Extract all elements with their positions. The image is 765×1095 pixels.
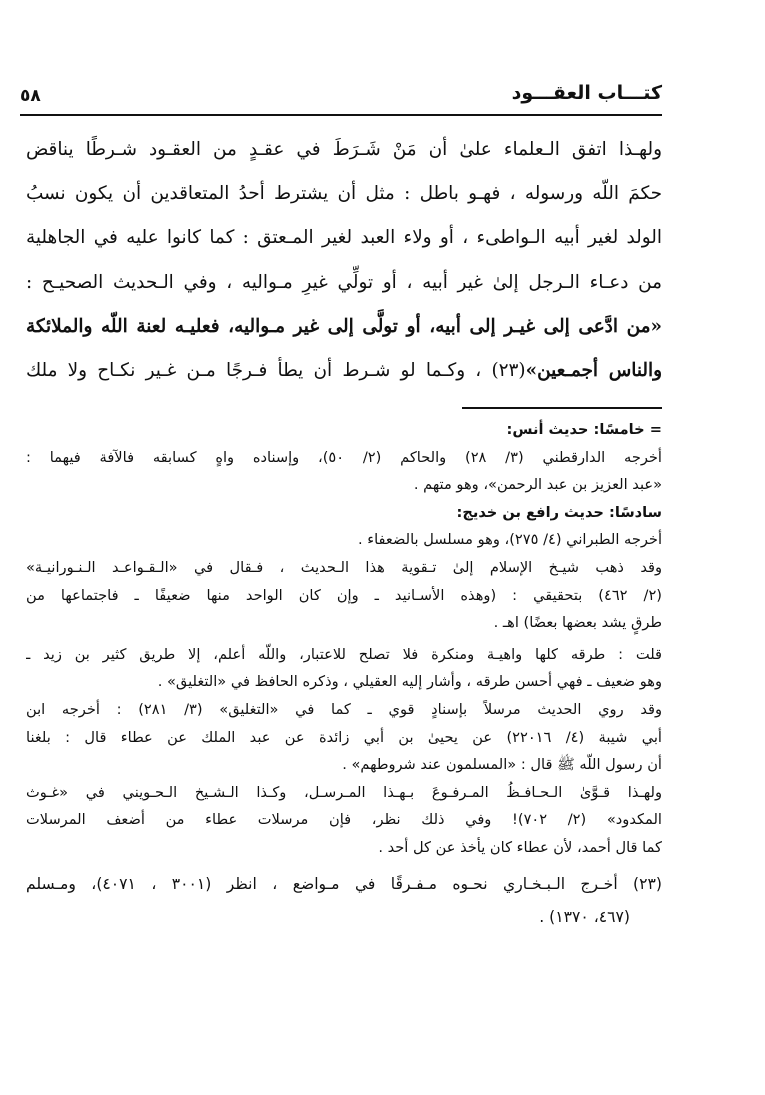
footnote-line: وقد ذهب شيـخ الإسلام إلىٰ تـقوية هذا الـحديث ، فـقال في «الـقـواعـد الـنـورانيـة» <box>26 558 662 576</box>
page-header <box>20 78 662 116</box>
footnote-line: وهو ضعيف ـ فهي أحسن طرقه ، وأشار إليه العقيلي ، وذكره الحافظ في «التغليق» . <box>157 673 662 691</box>
main-line-rest: ، وكـما لو شـرط أن يطأ فـرجًا مـن غـير نكـاح ولا ملك <box>26 359 492 381</box>
footnote-line: أخرجه الطبراني (٤/ ٢٧٥)، وهو مسلسل بالضعفاء . <box>357 531 662 549</box>
footnote-line: أبي شيبة (٤/ ٢٢٠١٦) عن يحيىٰ بن أبي زائدة عن عبد الملك عن عطاء قال : بلغنا <box>26 728 662 746</box>
footnote-23 <box>26 868 662 934</box>
header-rule <box>20 114 662 116</box>
footnote-line: المكدود» (٢/ ٧٠٢)! وفي ذلك نظر، فإن مرسلات عطاء من أضعف المرسلات <box>26 811 662 829</box>
main-line: من دعـاء الـرجل إلىٰ غير أبيه ، أو تولِّي غيرِ مـواليه ، وفي الـحديث الصحيـح : <box>26 271 662 293</box>
footnote-line: وقد روي الحديث مرسلاً بإسنادٍ قوي ـ كما في «التغليق» (٣/ ٢٨١) : أخرجه ابن <box>26 700 662 718</box>
book-title: كتـــاب العقـــود <box>511 82 662 104</box>
footnote-line: كما قال أحمد، لأن عطاء كان يأخذ عن كل أحد . <box>378 838 662 856</box>
main-line: ولهـذا اتفق الـعلماء علىٰ أن مَنْ شَـرَطَ في عقـدٍ من العقـود شـرطًا يناقض <box>26 139 662 160</box>
main-line-last <box>26 349 662 393</box>
footnote-line: (٢/ ٤٦٢) بتحقيقي : (وهذه الأسـانيد ـ وإن كان الواحد منها ضعيفًا ـ فاجتماعها من <box>26 586 662 604</box>
footnote-heading: = خامسًا: حديث أنس: <box>506 421 662 438</box>
footnote-ref: (٢٣) <box>491 359 526 381</box>
hadith-quote-line: «من ادَّعى إلى غيـر إلى أبيه، أو تولَّى إلى غير مـواليه، فعليـه لعنة اللّه والملائكة <box>26 315 662 337</box>
main-text <box>26 128 662 393</box>
footnote-line: ولهـذا قـوَّىٰ الـحـافـظُ المـرفـوعَ بـهـذا المـرسـل، وكـذا الـشـيخ الـحـويني في «غـوث <box>26 783 662 801</box>
footnote-separator <box>462 407 662 409</box>
main-line: الولد لغير أبيه الـواطىء ، أو ولاء العبد لغير المـعتق : كما كانوا عليه في الجاهلية <box>26 227 662 249</box>
footnote-line: «عبد العزيز بن عبد الرحمن»، وهو متهم . <box>413 476 662 494</box>
footnote-heading: سادسًا: حديث رافع بن خديج: <box>456 503 662 521</box>
main-line: حكمَ اللّه ورسوله ، فهـو باطل : مثل أن يشترط أحدُ المتعاقدين أن يكون نسبُ <box>26 183 662 205</box>
footnote-line: طرقٍ يشد بعضها بعضًا) اهـ . <box>493 614 662 632</box>
footnote-line: أخرجه الدارقطني (٣/ ٢٨) والحاكم (٢/ ٥٠)، وإسناده واهٍ كسابقه فالآفة فيهما : <box>26 448 662 466</box>
footnote-line: أن رسول اللّه ﷺ قال : «المسلمون عند شروطهم» . <box>342 756 662 774</box>
footnotes <box>26 416 662 934</box>
footnote-23-line: (٢٣) أخـرج الـبـخـاري نحـوه مـفـرقًا في مـواضع ، انظر (٣٠٠١ ، ٤٠٧١)، ومـسلم <box>26 874 662 893</box>
page-number: ٥٨ <box>20 86 41 106</box>
footnote-23-line: (٤٦٧، ١٣٧٠) . <box>539 907 630 926</box>
footnote-line: قلت : طرقه كلها واهيـة ومنكرة فلا تصلح للاعتبار، واللّه أعلم، إلا طريق كثير بن زيد ـ <box>26 645 662 663</box>
hadith-quote-end: والناس أجمـعين» <box>525 359 662 381</box>
